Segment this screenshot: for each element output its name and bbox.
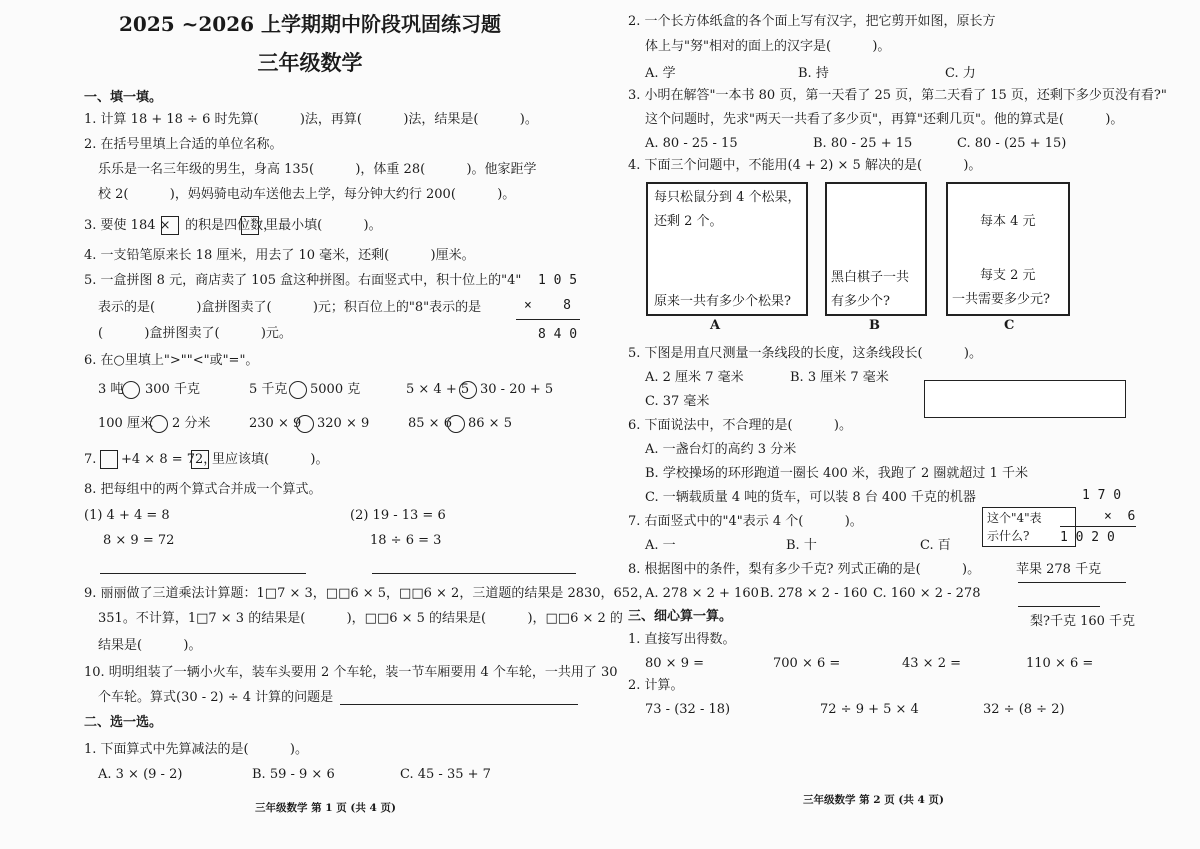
bar-pear [1018,606,1100,607]
option-c: C. 37 毫米 [645,394,710,409]
page-footer: 三年级数学 第 1 页 (共 4 页) [255,802,396,814]
option-a: A. 学 [645,66,676,81]
vertical-calc-result: 1 0 2 0 [1060,530,1115,545]
answer-box [241,216,259,235]
vertical-calc-line [1060,526,1136,527]
annotation-text: 这个"4"表 [987,511,1042,525]
option-c: C. 百 [920,538,951,553]
option-b: B. 3 厘米 7 毫米 [790,370,889,385]
option-c: C. 一辆载质量 4 吨的货车，可以装 8 台 400 千克的机器 [645,490,976,505]
question-text: 9. 丽丽做了三道乘法计算题：1□7 × 3，□□6 × 5，□□6 × 2，三道题的结果是 2830，652， [84,586,652,601]
oral-calc: 110 × 6 = [1026,656,1094,671]
compare-left: 5 × 4 + 5 [406,382,470,397]
vertical-calc-mult: × 6 [1104,509,1136,524]
question-text: 8. 把每组中的两个算式合并成一个算式。 [84,482,322,497]
section-heading: 三、细心算一算。 [628,609,733,624]
option-b: B. 80 - 25 + 15 [813,136,913,151]
option-c: C. 160 × 2 - 278 [873,586,981,601]
compare-right: 320 × 9 [317,416,370,431]
option-a: A. 一 [645,538,676,553]
question-text: 5. 下图是用直尺测量一条线段的长度，这条线段长( )。 [628,346,983,361]
formula: (1) 4 + 4 = 8 [84,508,170,523]
card-text: 有多少个? [831,294,890,309]
card-text: 每本 4 元 [980,214,1036,229]
oral-calc: 80 × 9 = [645,656,704,671]
compare-right: 2 分米 [172,416,211,431]
compare-circle [296,415,314,433]
card-text: 黑白棋子一共 [831,270,910,285]
option-a: A. 80 - 25 - 15 [645,136,738,151]
question-text: 4. 一支铅笔原来长 18 厘米，用去了 10 毫米，还剩( )厘米。 [84,248,475,263]
calc: 32 ÷ (8 ÷ 2) [983,702,1065,717]
answer-box [100,450,118,469]
oral-calc: 43 × 2 = [902,656,961,671]
formula: 18 ÷ 6 = 3 [370,533,442,548]
card-label: B [869,318,880,333]
picture-card-b [825,182,927,316]
card-label: A [710,318,721,333]
option-b: B. 学校操场的环形跑道一圈长 400 米，我跑了 2 圈就超过 1 千米 [645,466,1028,481]
calc: 73 - (32 - 18) [645,702,731,717]
question-text: 2. 在括号里填上合适的单位名称。 [84,137,283,152]
answer-line [372,573,576,574]
compare-right: 86 × 5 [468,416,512,431]
vertical-calc-top: 1 7 0 [1082,488,1122,503]
option-a: A. 一盏台灯的高约 3 分米 [645,442,797,457]
question-text: 3. 小明在解答"一本书 80 页，第一天看了 25 页，第二天看了 15 页，还剩下多少页没有看?" [628,88,1167,103]
compare-circle [289,381,307,399]
question-text: 4. 下面三个问题中，不能用(4 + 2) × 5 解决的是( )。 [628,158,982,173]
card-text: 每只松鼠分到 4 个松果， [654,190,801,205]
option-c: C. 力 [945,66,976,81]
option-b: B. 持 [798,66,829,81]
formula: 8 × 9 = 72 [103,533,175,548]
question-text: 6. 在○里填上">""<"或"="。 [84,353,259,368]
question-text: 的积是四位数， [181,218,277,233]
question-text: 8. 根据图中的条件，梨有多少千克? 列式正确的是( )。 [628,562,981,577]
question-text: 里应该填( )。 [212,452,329,467]
section-heading: 一、填一填。 [84,90,163,105]
option-a: A. 3 × (9 - 2) [98,767,183,782]
card-text: 一共需要多少元? [952,292,1050,307]
vertical-calc-line [516,319,580,320]
compare-right: 5000 克 [310,382,361,397]
question-text: 7. 右面竖式中的"4"表示 4 个( )。 [628,514,863,529]
ruler [924,380,1126,418]
vertical-calc-mult: × 8 [524,298,571,313]
question-text: 里最小填( )。 [261,218,382,233]
card-text: 每支 2 元 [980,268,1036,283]
answer-box [161,216,179,235]
exam-subtitle: 三年级数学 [257,50,363,75]
annotation-text: 示什么? [987,529,1030,543]
option-c: C. 80 - (25 + 15) [957,136,1067,151]
section-heading: 二、选一选。 [84,715,163,730]
exam-title: 2025 ~2026 上学期期中阶段巩固练习题 [118,12,501,36]
question-text: 7. [84,452,97,467]
picture-card-a [646,182,808,316]
compare-left: 100 厘米 [98,416,153,431]
compare-left: 230 × 9 [249,416,302,431]
question-text: 2. 一个长方体纸盒的各个面上写有汉字，把它剪开如图，原长方 [628,14,996,29]
question-text: 1. 下面算式中先算减法的是( )。 [84,742,309,757]
question-text: 1. 直接写出得数。 [628,632,736,647]
question-text: 这个问题时，先求"两天一共看了多少页"，再算"还剩几页"。他的算式是( )。 [645,112,1124,127]
diagram-label: 苹果 278 千克 [1016,562,1102,577]
oral-calc: 700 × 6 = [773,656,841,671]
vertical-calc-result: 8 4 0 [538,327,578,342]
vertical-calc-top: 1 0 5 [538,273,578,288]
compare-right: 300 千克 [145,382,200,397]
compare-right: 30 - 20 + 5 [480,382,554,397]
question-text: 2. 计算。 [628,678,684,693]
compare-left: 85 × 6 [408,416,452,431]
compare-left: 3 吨 [98,382,124,397]
question-text: ( )盒拼图卖了( )元。 [98,326,292,341]
card-label: C [1004,318,1015,333]
option-b: B. 十 [786,538,817,553]
compare-circle [122,381,140,399]
calc: 72 ÷ 9 + 5 × 4 [820,702,919,717]
page-footer: 三年级数学 第 2 页 (共 4 页) [803,794,944,806]
picture-card-c [946,182,1070,316]
compare-circle [459,381,477,399]
question-text: 3. 要使 184 × [84,218,171,233]
question-text: 体上与"努"相对的面上的汉字是( )。 [645,39,891,54]
question-text: 351。不计算，1□7 × 3 的结果是( )，□□6 × 5 的结果是( )，□□6 × 2 的 [98,611,623,626]
question-text: 结果是( )。 [98,638,202,653]
card-text: 还剩 2 个。 [654,214,723,229]
question-text: 乐乐是一名三年级的男生，身高 135( )，体重 28( )。他家距学 [98,162,537,177]
compare-left: 5 千克 [249,382,288,397]
option-b: B. 278 × 2 - 160 [760,586,868,601]
question-text: 6. 下面说法中，不合理的是( )。 [628,418,853,433]
bar-apple [1018,582,1126,583]
option-c: C. 45 - 35 + 7 [400,767,491,782]
question-text: 5. 一盒拼图 8 元，商店卖了 105 盒这种拼图。右面竖式中，积十位上的"4" [84,273,522,288]
answer-line [100,573,306,574]
question-text: 10. 明明组装了一辆小火车，装车头要用 2 个车轮，装一节车厢要用 4 个车轮，一共用了 30 [84,665,618,680]
answer-line [340,704,578,705]
card-text: 原来一共有多少个松果? [654,294,791,309]
question-text: 表示的是( )盒拼图卖了( )元；积百位上的"8"表示的是 [98,300,482,315]
diagram-label: 梨?千克 160 千克 [1030,614,1136,629]
formula: (2) 19 - 13 = 6 [350,508,446,523]
question-text: 1. 计算 18 + 18 ÷ 6 时先算( )法，再算( )法，结果是( )。 [84,112,538,127]
compare-circle [447,415,465,433]
compare-circle [150,415,168,433]
option-a: A. 2 厘米 7 毫米 [645,370,744,385]
answer-box [191,450,209,469]
question-text: 校 2( )，妈妈骑电动车送他去上学，每分钟大约行 200( )。 [98,187,516,202]
question-text: 个车轮。算式(30 - 2) ÷ 4 计算的问题是 [98,690,334,705]
option-b: B. 59 - 9 × 6 [252,767,335,782]
option-a: A. 278 × 2 + 160 [645,586,759,601]
question-text: +4 × 8 = 72， [121,452,217,467]
